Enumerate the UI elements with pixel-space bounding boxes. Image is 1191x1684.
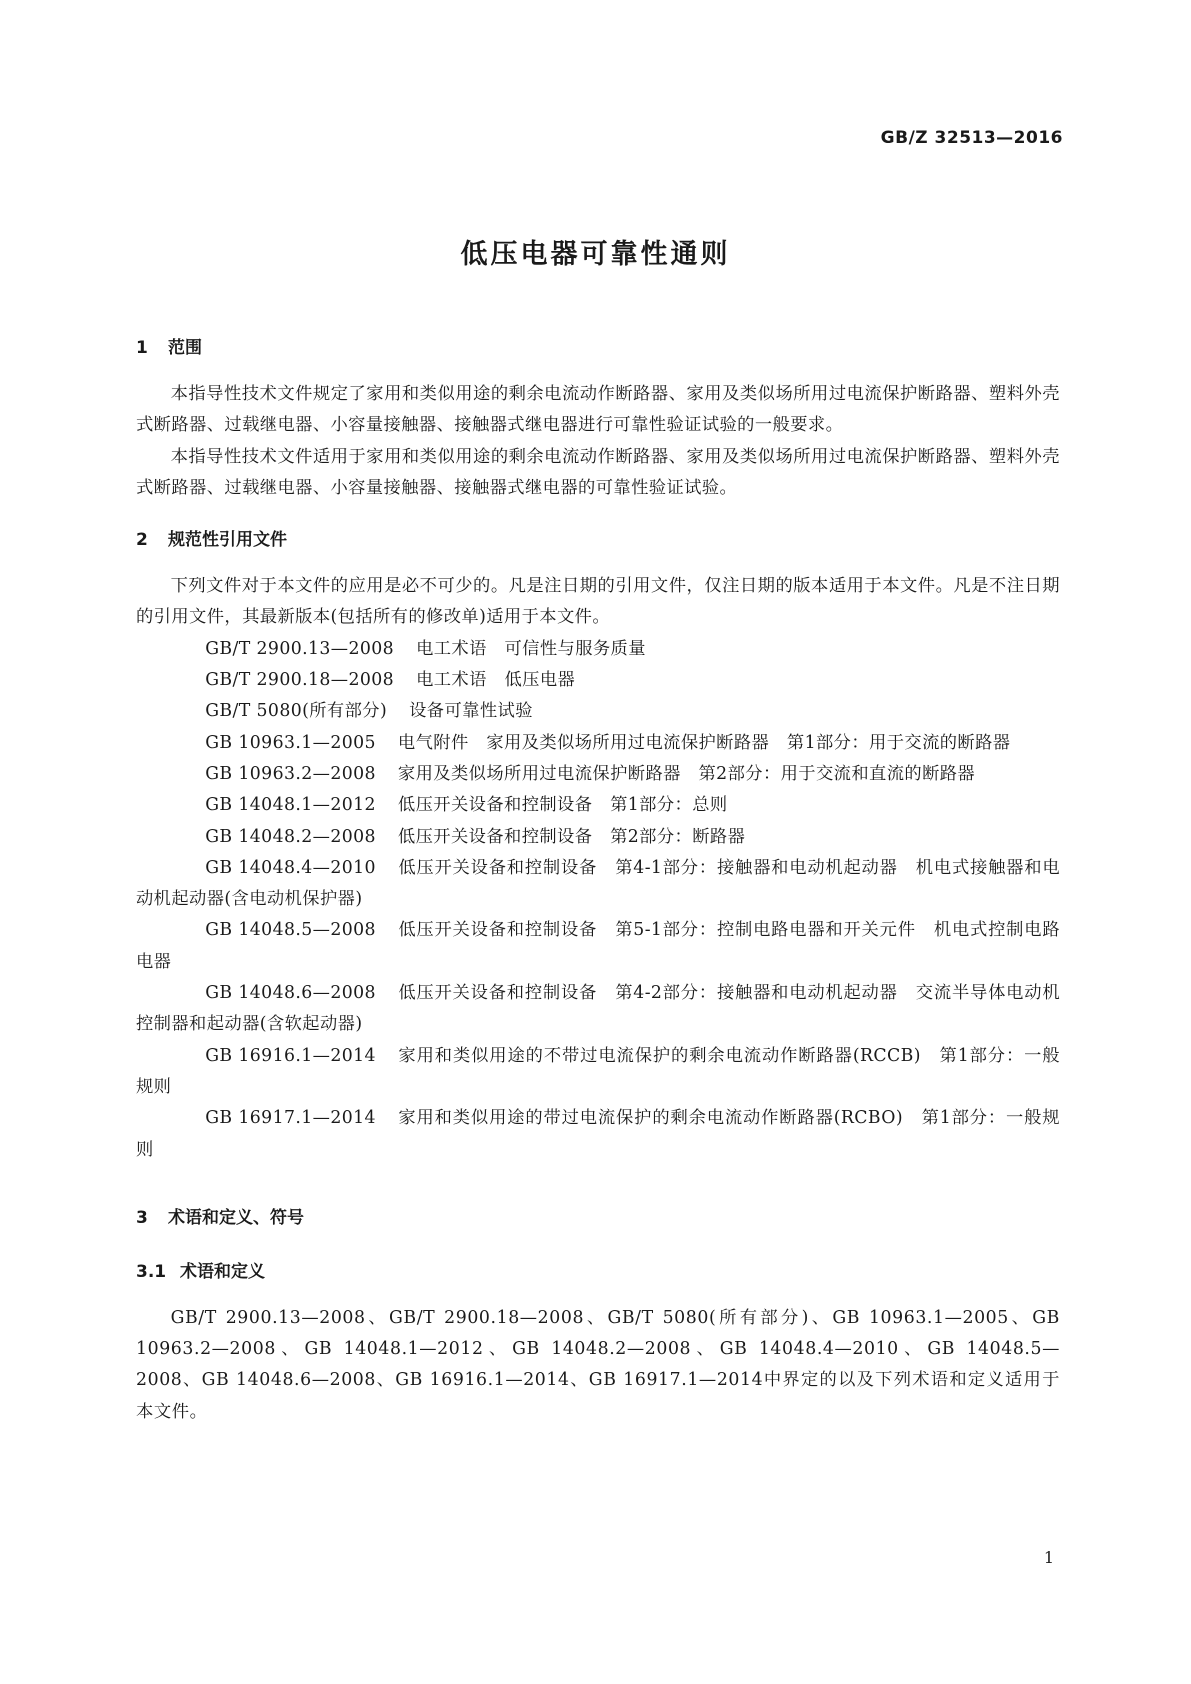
scope-paragraph-2: 本指导性技术文件适用于家用和类似用途的剩余电流动作断路器、家用及类似场所用过电流保护断路器、塑料外壳式断路器、过载继电器、小容量接触器、接触器式继电器的可靠性验证试验。 xyxy=(136,446,1060,498)
reference-item xyxy=(136,1041,1060,1104)
reference-title: 电工术语 低压电器 xyxy=(416,670,576,691)
reference-title: 家用和类似用途的不带过电流保护的剩余电流动作断路器(RCCB) 第1部分：一般规则 xyxy=(136,1045,1060,1097)
reference-title: 电气附件 家用及类似场所用过电流保护断路器 第1部分：用于交流的断路器 xyxy=(397,732,1011,753)
reference-code: GB 14048.2—2008 xyxy=(205,826,376,847)
reference-title: 家用和类似用途的带过电流保护的剩余电流动作断路器(RCBO) 第1部分：一般规则 xyxy=(136,1108,1060,1160)
reference-title: 低压开关设备和控制设备 第4-1部分：接触器和电动机起动器 机电式接触器和电动机起动器(含电动机保护器) xyxy=(136,857,1060,910)
reference-title: 电工术语 可信性与服务质量 xyxy=(416,638,646,659)
reference-title: 低压开关设备和控制设备 第4-2部分：接触器和电动机起动器 交流半导体电动机控制器和起动器(含软起动器) xyxy=(136,983,1060,1035)
reference-code: GB 14048.4—2010 xyxy=(205,857,376,878)
reference-code: GB 16916.1—2014 xyxy=(205,1045,376,1066)
reference-code: GB/T 2900.18—2008 xyxy=(205,670,395,691)
reference-code: GB/T 2900.13—2008 xyxy=(205,638,395,659)
reference-item xyxy=(136,978,1060,1041)
terms-paragraph: GB/T 2900.13—2008、GB/T 2900.18—2008、GB/T 5080(所有部分)、GB 10963.1—2005、GB 10963.2—2008、GB 14048.1—2012、GB 14048.2—2008、GB 14048.4—2010、GB 14048.5—2008、GB 14048.6—2008、GB 16916.1—2014、GB 16917.1—2014中界定的以及下列术语和定义适用于本文件。 xyxy=(136,1307,1060,1422)
section-2-body xyxy=(136,571,1060,1166)
reference-title: 设备可靠性试验 xyxy=(409,701,533,722)
section-number: 1 xyxy=(136,338,148,358)
reference-code: GB 14048.5—2008 xyxy=(205,920,376,941)
subsection-title: 术语和定义 xyxy=(180,1261,265,1282)
section-3-1-heading xyxy=(136,1257,1060,1287)
reference-item xyxy=(136,790,1060,821)
section-title: 术语和定义、符号 xyxy=(168,1207,304,1228)
reference-title: 低压开关设备和控制设备 第1部分：总则 xyxy=(397,795,728,816)
reference-item xyxy=(136,696,1060,727)
references-intro: 下列文件对于本文件的应用是必不可少的。凡是注日期的引用文件，仅注日期的版本适用于本文件。凡是不注日期的引用文件，其最新版本(包括所有的修改单)适用于本文件。 xyxy=(136,576,1060,628)
reference-item xyxy=(136,822,1060,853)
subsection-number: 3.1 xyxy=(136,1261,167,1282)
reference-item xyxy=(136,1103,1060,1166)
document-body xyxy=(136,333,1060,1428)
section-title: 规范性引用文件 xyxy=(168,530,287,551)
section-1-body xyxy=(136,379,1060,504)
reference-code: GB/T 5080(所有部分) xyxy=(205,701,388,722)
reference-code: GB 10963.2—2008 xyxy=(205,763,376,784)
reference-item xyxy=(136,634,1060,665)
section-1-heading xyxy=(136,333,1060,363)
standard-code: GB/Z 32513—2016 xyxy=(880,128,1063,148)
reference-item xyxy=(136,915,1060,978)
reference-code: GB 14048.6—2008 xyxy=(205,983,376,1004)
reference-code: GB 14048.1—2012 xyxy=(205,795,376,816)
reference-title: 低压开关设备和控制设备 第2部分：断路器 xyxy=(397,826,746,847)
section-number: 2 xyxy=(136,530,148,551)
section-3-1-body xyxy=(136,1303,1060,1428)
reference-title: 低压开关设备和控制设备 第5-1部分：控制电路电器和开关元件 机电式控制电路电器 xyxy=(136,920,1060,972)
reference-item xyxy=(136,728,1060,759)
reference-code: GB 10963.1—2005 xyxy=(205,732,376,753)
reference-item xyxy=(136,759,1060,790)
reference-title: 家用及类似场所用过电流保护断路器 第2部分：用于交流和直流的断路器 xyxy=(397,763,976,784)
reference-item xyxy=(136,853,1060,916)
page-number: 1 xyxy=(1043,1548,1054,1567)
section-3-heading xyxy=(136,1203,1060,1233)
document-title: 低压电器可靠性通则 xyxy=(460,239,731,270)
section-title: 范围 xyxy=(168,338,202,358)
reference-code: GB 16917.1—2014 xyxy=(205,1108,376,1129)
scope-paragraph-1: 本指导性技术文件规定了家用和类似用途的剩余电流动作断路器、家用及类似场所用过电流保护断路器、塑料外壳式断路器、过载继电器、小容量接触器、接触器式继电器进行可靠性验证试验的一般要求。 xyxy=(136,384,1060,436)
section-2-heading xyxy=(136,525,1060,555)
reference-item xyxy=(136,665,1060,696)
section-number: 3 xyxy=(136,1207,148,1228)
